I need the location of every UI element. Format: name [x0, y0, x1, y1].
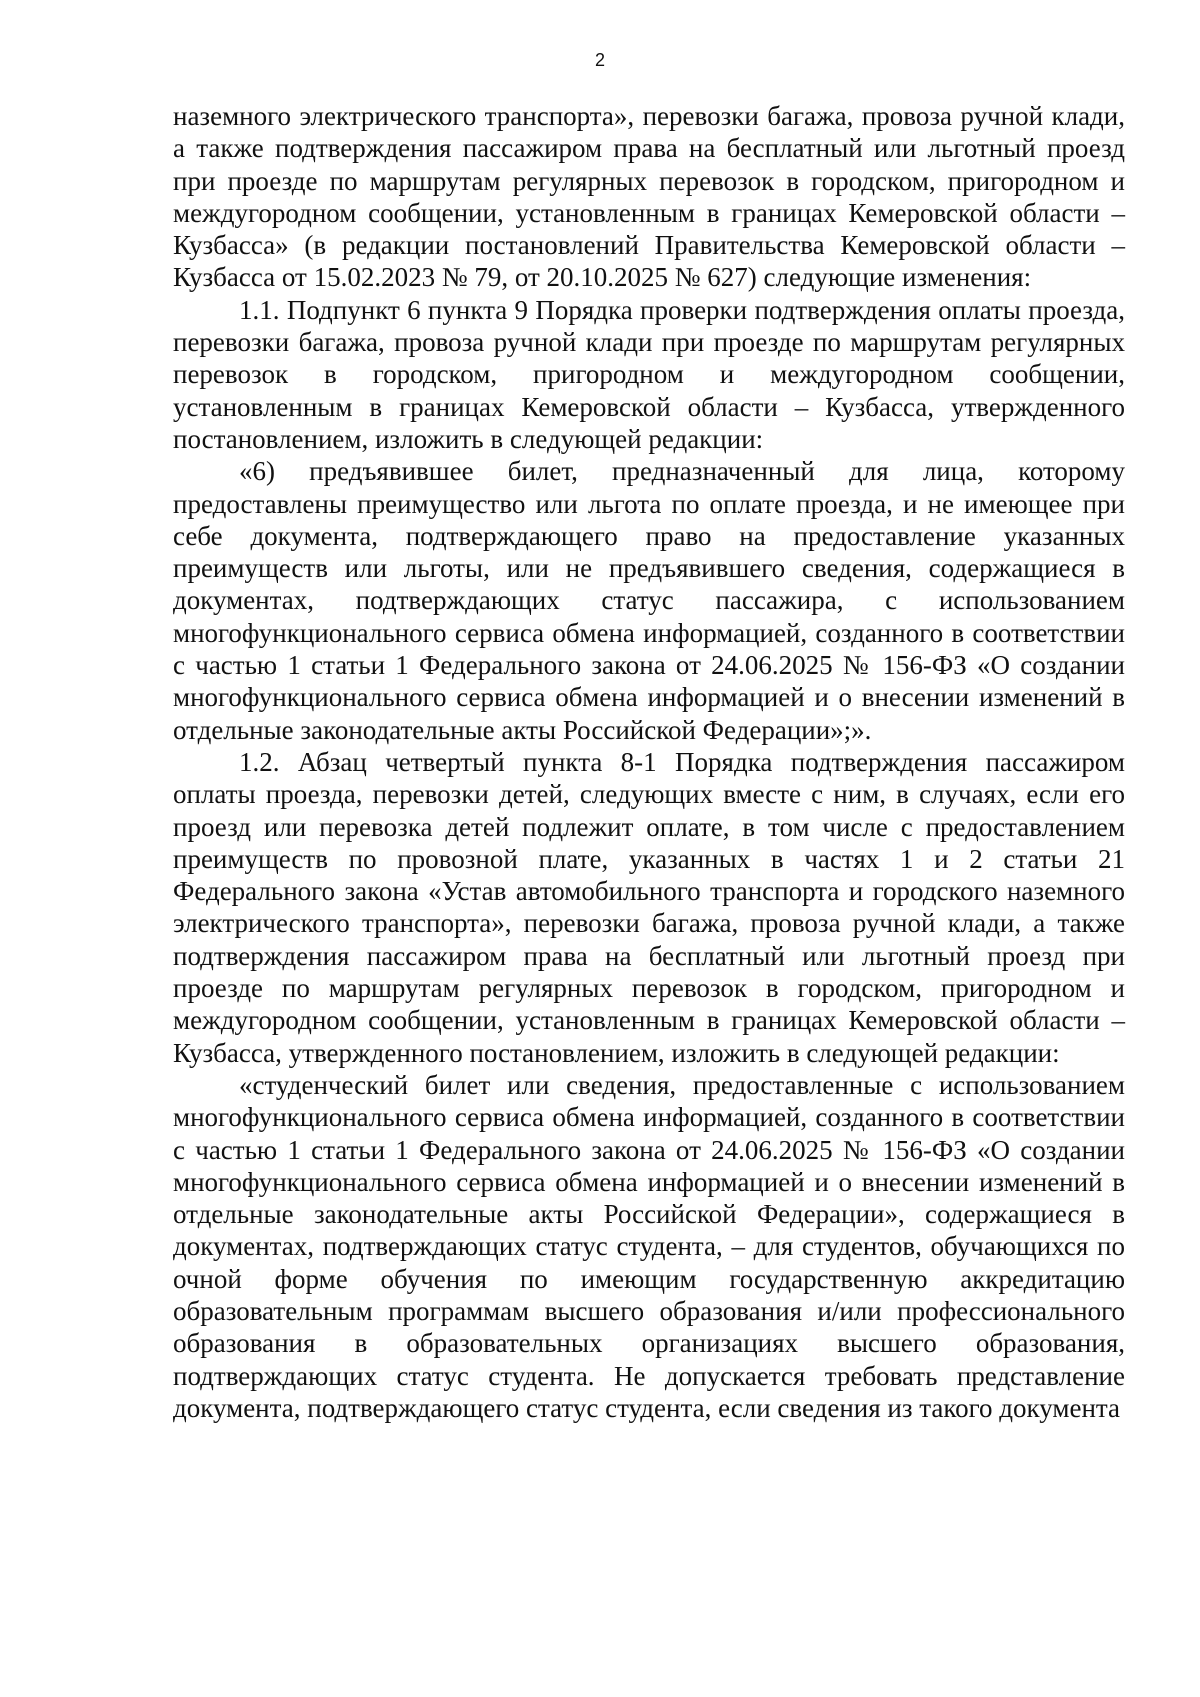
- paragraph-1-2-quote: «студенческий билет или сведения, предоставленные с использованием многофункционального сервиса обмена информацией, созданного в соответствии с частью 1 статьи 1 Федерального закона от 24.06.2025 № 156-ФЗ «О создании многофункционального сервиса обмена информацией и о внесении изменений в отдельные законодательные акты Российской Федерации», содержащиеся в документах, подтверждающих статус студента, – для студентов, обучающихся по очной форме обучения по имеющим государственную аккредитацию образовательным программам высшего образования и/или профессионального образования в образовательных организациях высшего образования, подтверждающих статус студента. Не допускается требовать представление документа, подтверждающего статус студента, если сведения из такого документа: [173, 1069, 1125, 1423]
- paragraph-1-1: 1.1. Подпункт 6 пункта 9 Порядка проверки подтверждения оплаты проезда, перевозки багажа, провоза ручной клади при проезде по маршрутам регулярных перевозок в городском, пригородном и междугородном сообщении, установленным в границах Кемеровской области – Кузбасса, утвержденного постановлением, изложить в следующей редакции:: [173, 294, 1125, 454]
- page-number: 2: [594, 50, 605, 70]
- paragraph-1-1-quote: «6) предъявившее билет, предназначенный для лица, которому предоставлены преимущество или льгота по оплате проезда, и не имеющее при себе документа, подтверждающего право на предоставление указанных преимуществ или льготы, или не предъявившего сведения, содержащиеся в документах, подтверждающих статус пассажира, с использованием многофункционального сервиса обмена информацией, созданного в соответствии с частью 1 статьи 1 Федерального закона от 24.06.2025 № 156-ФЗ «О создании многофункционального сервиса обмена информацией и о внесении изменений в отдельные законодательные акты Российской Федерации»;».: [173, 456, 1125, 745]
- paragraph-1-2: 1.2. Абзац четвертый пункта 8-1 Порядка подтверждения пассажиром оплаты проезда, перевозки детей, следующих вместе с ним, в случаях, если его проезд или перевозка детей подлежит оплате, в том числе с предоставлением преимуществ по провозной плате, указанных в частях 1 и 2 статьи 21 Федерального закона «Устав автомобильного транспорта и городского наземного электрического транспорта», перевозки багажа, провоза ручной клади, а также подтверждения пассажиром права на бесплатный или льготный проезд при проезде по маршрутам регулярных перевозок в городском, пригородном и междугородном сообщении, установленным в границах Кемеровской области – Кузбасса, утвержденного постановлением, изложить в следующей редакции:: [173, 746, 1125, 1068]
- paragraph-intro-continuation: наземного электрического транспорта», перевозки багажа, провоза ручной клади, а также подтверждения пассажиром права на бесплатный или льготный проезд при проезде по маршрутам регулярных перевозок в городском, пригородном и междугородном сообщении, установленным в границах Кемеровской области – Кузбасса» (в редакции постановлений Правительства Кемеровской области – Кузбасса от 15.02.2023 № 79, от 20.10.2025 № 627) следующие изменения:: [173, 101, 1125, 293]
- document-body: [173, 100, 1125, 1424]
